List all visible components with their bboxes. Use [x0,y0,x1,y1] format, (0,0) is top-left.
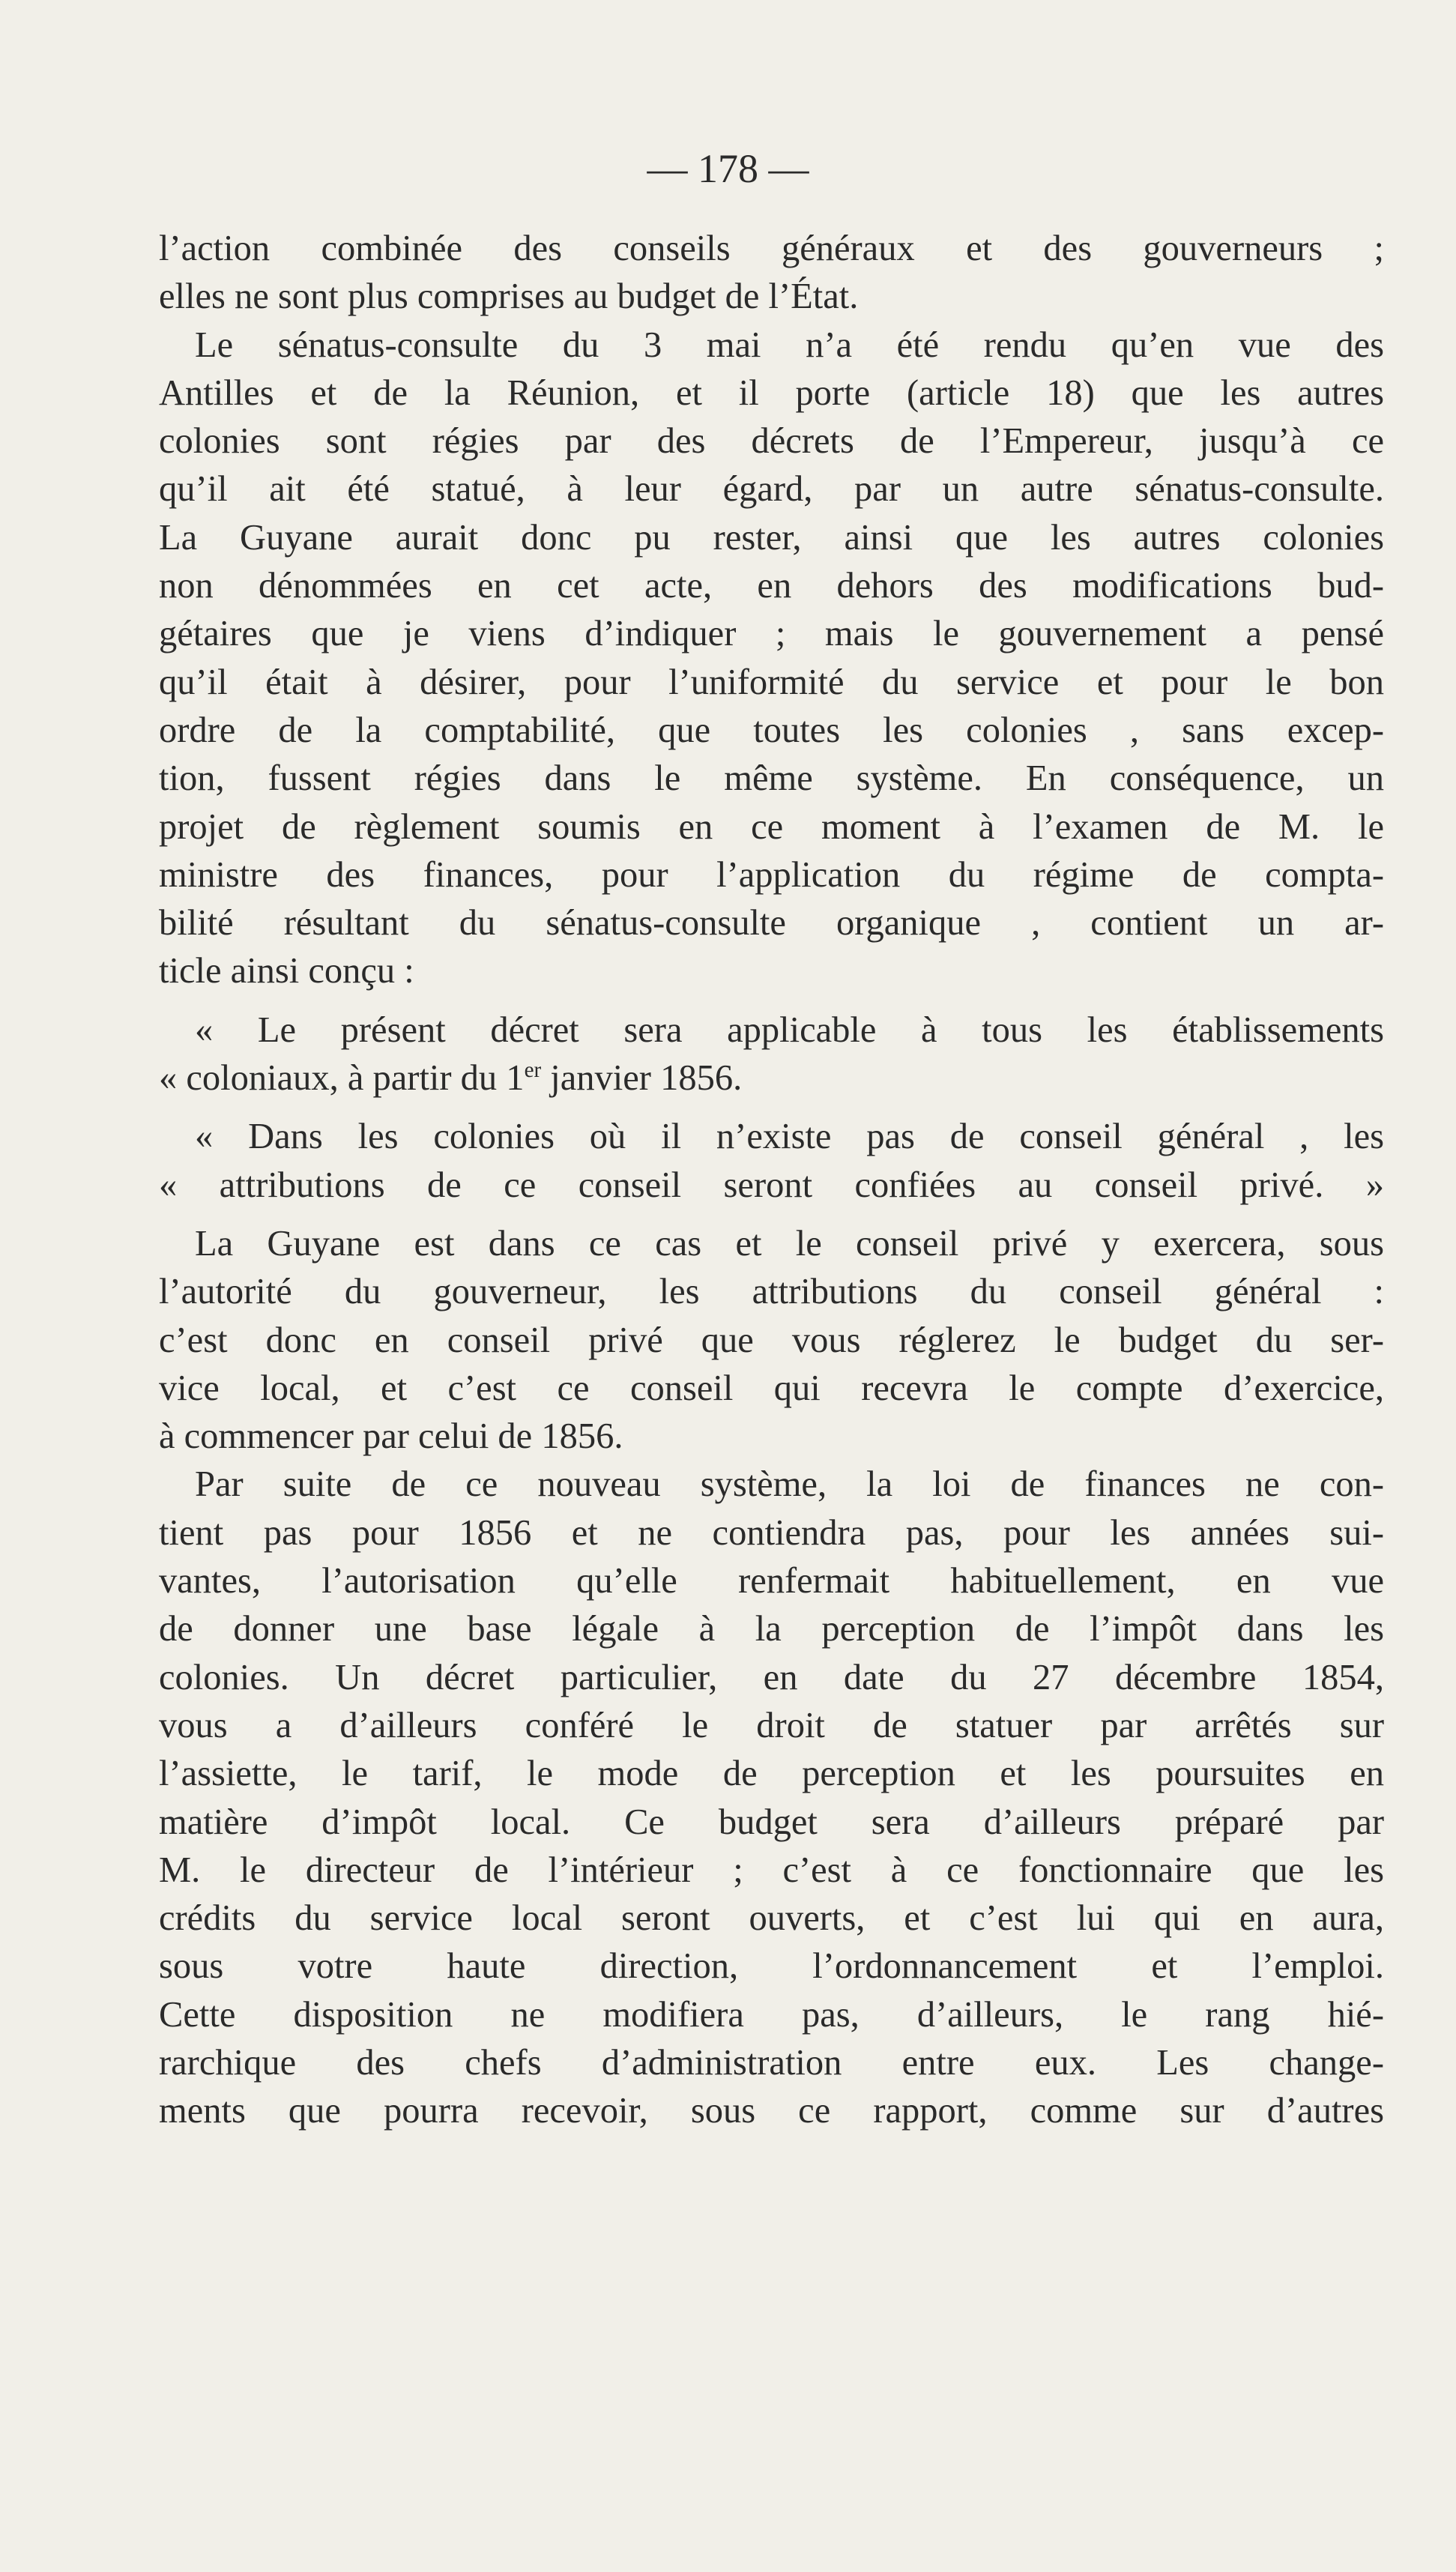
text-line: à commencer par celui de 1856. [159,1416,623,1457]
text-line: c’est donc en conseil privé que vous réglerez le budget du ser- [159,1320,1384,1360]
text-line: vice local, et c’est ce conseil qui recevra le compte d’exercice, [159,1368,1384,1408]
text-line: Par suite de ce nouveau système, la loi de finances ne con- [195,1464,1384,1505]
text-line: colonies sont régies par des décrets de l’Empereur, jusqu’à ce [159,421,1384,462]
text-line: Antilles et de la Réunion, et il porte (article 18) que les autres [159,372,1384,413]
text-line: ministre des finances, pour l’application du régime de compta- [159,854,1384,895]
text-line: projet de règlement soumis en ce moment à l’examen de M. le [159,806,1384,847]
text-line: La Guyane aurait donc pu rester, ainsi que les autres colonies [159,517,1384,558]
text-line: l’assiette, le tarif, le mode de perception et les poursuites en [159,1754,1384,1794]
text-line: non dénommées en cet acte, en dehors des modifications bud- [159,566,1384,606]
text-line: Cette disposition ne modifiera pas, d’ailleurs, le rang hié- [159,1994,1384,2035]
text-line: « coloniaux, à partir du 1er janvier 1856. [159,1057,743,1099]
text-line: tient pas pour 1856 et ne contiendra pas, pour les années sui- [159,1512,1384,1553]
text-line: tion, fussent régies dans le même système. En conséquence, un [159,758,1384,799]
text-line: vous a d’ailleurs conféré le droit de statuer par arrêtés sur [159,1705,1384,1745]
text-line: crédits du service local seront ouverts, et c’est lui qui en aura, [159,1898,1384,1939]
text-line: vantes, l’autorisation qu’elle renfermait habituellement, en vue [159,1561,1384,1602]
text-line: La Guyane est dans ce cas et le conseil privé y exercera, sous [195,1223,1384,1264]
body-text [159,225,1384,2136]
text-line: M. le directeur de l’intérieur ; c’est à ce fonctionnaire que les [159,1850,1384,1890]
text-line: matière d’impôt local. Ce budget sera d’ailleurs préparé par [159,1802,1384,1842]
text-line: elles ne sont plus comprises au budget de l’État. [159,277,859,317]
text-line: qu’il était à désirer, pour l’uniformité du service et pour le bon [159,662,1384,702]
text-line: « attributions de ce conseil seront confiées au conseil privé. » [159,1165,1384,1205]
text-line: sous votre haute direction, l’ordonnancement et l’emploi. [159,1946,1384,1987]
text-line: « Dans les colonies où il n’existe pas de conseil général , les [195,1117,1384,1157]
text-line: gétaires que je viens d’indiquer ; mais le gouvernement a pensé [159,614,1384,654]
text-line: ticle ainsi conçu : [159,951,414,991]
text-line: bilité résultant du sénatus-consulte organique , contient un ar- [159,903,1384,944]
text-line: « Le présent décret sera applicable à tous les établissements [195,1009,1384,1050]
text-line: qu’il ait été statué, à leur égard, par un autre sénatus-consulte. [159,469,1384,510]
text-line: Le sénatus-consulte du 3 mai n’a été rendu qu’en vue des [195,324,1384,365]
ordinal-superscript: er [524,1057,542,1082]
text-line: l’action combinée des conseils généraux et des gouverneurs ; [159,229,1384,268]
text-line: ordre de la comptabilité, que toutes les colonies , sans excep- [159,710,1384,750]
text-line: ments que pourra recevoir, sous ce rapport, comme sur d’autres [159,2091,1384,2131]
page-number: — 178 — [647,146,809,191]
text-line: l’autorité du gouverneur, les attributions du conseil général : [159,1272,1384,1312]
text-line: colonies. Un décret particulier, en date du 27 décembre 1854, [159,1657,1384,1697]
text-line: de donner une base légale à la perception de l’impôt dans les [159,1609,1384,1649]
text-line: rarchique des chefs d’administration entre eux. Les change- [159,2042,1384,2083]
